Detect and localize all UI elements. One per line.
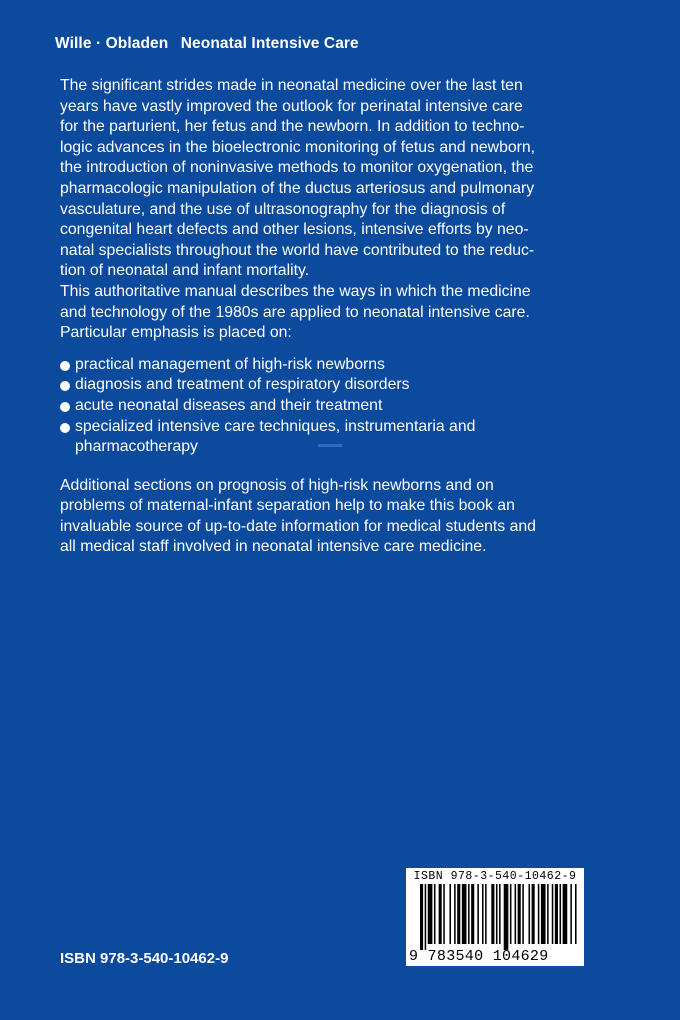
barcode-bar <box>515 884 517 944</box>
barcode-bar <box>560 884 562 944</box>
barcode-bar <box>477 884 479 944</box>
barcode-bar <box>439 884 442 944</box>
barcode-bar <box>510 884 512 944</box>
cover-header <box>55 35 359 53</box>
barcode-bar <box>575 884 577 944</box>
barcode-bar <box>457 884 460 944</box>
book-title: Neonatal Intensive Care <box>180 35 359 52</box>
closing-paragraph: Additional sections on prognosis of high-risk newborns and on problems of maternal-infant separation help to make this book an invaluable source of up-to-date information for medical students and all medical staff involved in neonatal intensive care medicine. <box>60 476 536 556</box>
barcode-bar <box>471 884 474 944</box>
list-item: acute neonatal diseases and their treatment <box>60 396 640 417</box>
list-item: specialized intensive care techniques, instrumentaria and pharmacotherapy <box>60 417 640 458</box>
print-mark <box>318 444 342 447</box>
list-item: practical management of high-risk newborns <box>60 355 640 376</box>
barcode-bar <box>420 884 423 950</box>
barcode-bars <box>406 884 584 950</box>
back-cover-description <box>60 76 640 558</box>
barcode-bar <box>443 884 445 944</box>
barcode-bar <box>518 884 521 944</box>
list-item: diagnosis and treatment of respiratory disorders <box>60 375 640 396</box>
isbn-label: ISBN 978-3-540-10462-9 <box>60 950 229 967</box>
barcode-bar <box>570 884 572 944</box>
barcode-bar <box>552 884 554 944</box>
barcode-bar <box>491 884 494 944</box>
barcode-bar <box>547 884 549 944</box>
barcode-bar <box>496 884 498 944</box>
barcode-bar <box>454 884 456 944</box>
paragraph-1: The significant strides made in neonatal medicine over the last ten years have vastly improved the outlook for perinatal intensive care for the parturient, her fetus and the newborn. In addition to techno- logic advances in the bioelectronic monitoring of fetus and newborn, the introduction of noninvasive methods to monitor oxygenation, the pharmacologic manipulation of the ductus arteriosus and pulmonary vasculature, and the use of ultrasonography for the diagnosis of congenital heart defects and other lesions, intensive efforts by neo- natal specialists throughout the world have contributed to the reduc- tion of neonatal and infant mortality. <box>60 77 536 280</box>
barcode-bar <box>555 884 558 944</box>
intro-paragraph: This authoritative manual describes the ways in which the medicine and technology of the 1980s are applied to neonatal intensive care. Particular emphasis is placed on: <box>60 282 531 342</box>
barcode <box>406 868 584 966</box>
bullet-icon <box>60 361 70 371</box>
barcode-bar <box>504 884 509 950</box>
bullet-icon <box>60 423 70 433</box>
barcode-bar <box>482 884 484 944</box>
barcode-digits: 9 783540 104629 <box>409 948 549 965</box>
barcode-bar <box>499 884 501 944</box>
barcode-bar <box>434 884 436 944</box>
barcode-bar <box>541 884 546 944</box>
barcode-bar <box>449 884 451 944</box>
bullet-icon <box>60 402 70 412</box>
authors: Wille · Obladen <box>55 35 169 52</box>
barcode-isbn-label: ISBN 978-3-540-10462-9 <box>413 870 577 883</box>
barcode-bar <box>462 884 467 944</box>
emphasis-list <box>60 355 640 458</box>
bullet-icon <box>60 381 70 391</box>
barcode-bar <box>485 884 487 944</box>
barcode-bar <box>468 884 470 944</box>
barcode-bar <box>538 884 540 944</box>
barcode-bar <box>532 884 535 944</box>
barcode-bar <box>522 884 524 944</box>
barcode-bar <box>425 884 427 950</box>
barcode-bar <box>428 884 433 944</box>
barcode-bar <box>563 884 568 944</box>
barcode-bar <box>529 884 531 944</box>
